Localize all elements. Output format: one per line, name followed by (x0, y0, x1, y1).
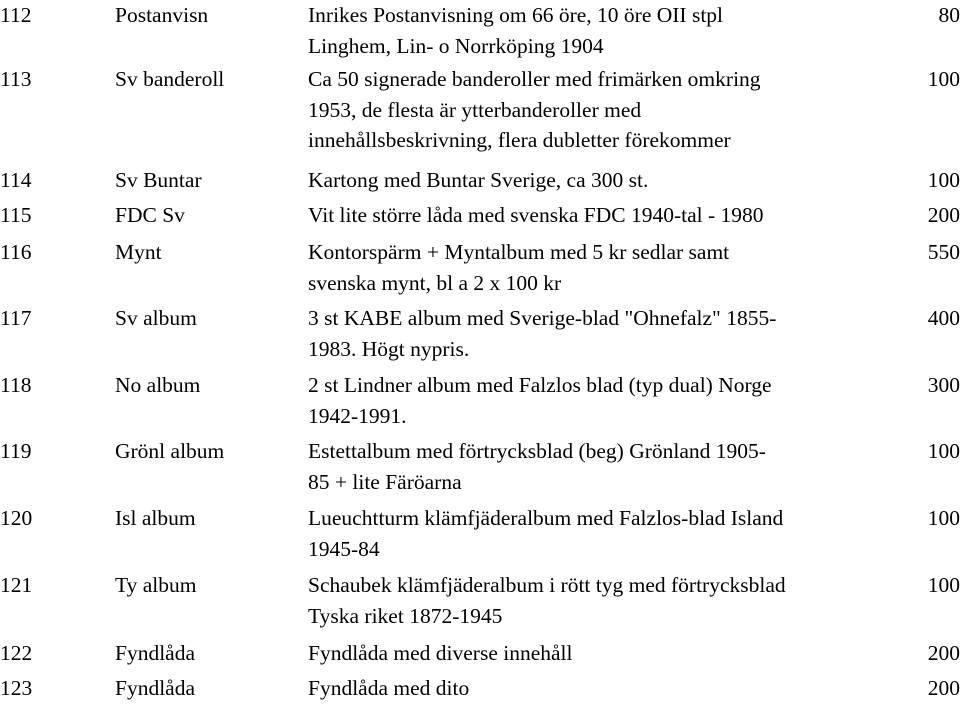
lot-number: 115 (0, 203, 32, 227)
lot-category: No album (115, 373, 201, 397)
lot-description (308, 570, 878, 631)
lot-description-line: Fyndlåda med dito (308, 676, 470, 700)
lot-category: Mynt (115, 240, 162, 264)
lot-number: 123 (0, 676, 33, 700)
lot-estimate: 300 (927, 373, 960, 397)
lot-description (308, 436, 878, 497)
lot-number: 113 (0, 67, 32, 91)
lot-description (308, 503, 878, 564)
lot-estimate: 400 (927, 306, 960, 330)
lot-description (308, 673, 878, 704)
lot-estimate: 100 (927, 67, 960, 91)
lot-description-line: svenska mynt, bl a 2 x 100 kr (308, 270, 562, 295)
lot-category: Ty album (115, 573, 197, 597)
lot-description (308, 165, 878, 196)
lot-description-line: Ca 50 signerade banderoller med frimärken omkring (308, 67, 761, 91)
lot-number: 117 (0, 306, 32, 330)
lot-description-line: Inrikes Postanvisning om 66 öre, 10 öre OII stpl (308, 3, 724, 27)
lot-description (308, 64, 878, 156)
lot-number: 118 (0, 373, 32, 397)
lot-description-line: Schaubek klämfjäderalbum i rött tyg med förtrycksblad (308, 573, 786, 597)
lot-description-line: 1953, de flesta är ytterbanderoller med (308, 97, 642, 122)
lot-description-line: Estettalbum med förtrycksblad (beg) Grönland 1905- (308, 439, 766, 463)
lot-category: Sv banderoll (115, 67, 225, 91)
lot-number: 114 (0, 168, 32, 192)
lot-estimate: 100 (927, 439, 960, 463)
lot-description-line: Kontorspärm + Myntalbum med 5 kr sedlar samt (308, 240, 730, 264)
lot-description-line: Kartong med Buntar Sverige, ca 300 st. (308, 168, 649, 192)
lot-description-line: Vit lite större låda med svenska FDC 1940-tal - 1980 (308, 203, 764, 227)
lot-description (308, 237, 878, 298)
lot-category: Isl album (115, 506, 196, 530)
lot-description (308, 200, 878, 231)
lot-description-line: 85 + lite Färöarna (308, 469, 462, 494)
lot-category: Fyndlåda (115, 641, 196, 665)
lot-description-line: Lueuchtturm klämfjäderalbum med Falzlos-blad Island (308, 506, 784, 530)
lot-estimate: 100 (927, 168, 960, 192)
lot-description-line: Tyska riket 1872-1945 (308, 603, 503, 628)
lot-estimate: 200 (927, 676, 960, 700)
lot-number: 121 (0, 573, 33, 597)
lot-estimate: 200 (927, 203, 960, 227)
lot-category: Grönl album (115, 439, 225, 463)
lot-number: 122 (0, 641, 33, 665)
lot-description-line: 1945-84 (308, 536, 380, 561)
lot-description-line: 2 st Lindner album med Falzlos blad (typ dual) Norge (308, 373, 772, 397)
lot-description (308, 0, 878, 61)
lot-description-line: Fyndlåda med diverse innehåll (308, 641, 573, 665)
lot-number: 112 (0, 3, 32, 27)
lot-description-line: 1983. Högt nypris. (308, 336, 470, 361)
lot-category: Sv Buntar (115, 168, 202, 192)
lot-description (308, 370, 878, 431)
lot-description-line: 3 st KABE album med Sverige-blad "Ohnefalz" 1855- (308, 306, 777, 330)
lot-number: 116 (0, 240, 32, 264)
lot-estimate: 550 (927, 240, 960, 264)
lot-category: FDC Sv (115, 203, 185, 227)
lot-description-line: 1942-1991. (308, 403, 407, 428)
lot-description-line: Linghem, Lin- o Norrköping 1904 (308, 33, 604, 58)
lot-number: 120 (0, 506, 33, 530)
lot-category: Postanvisn (115, 3, 209, 27)
lot-estimate: 200 (927, 641, 960, 665)
lot-description-line: innehållsbeskrivning, flera dubletter förekommer (308, 128, 731, 152)
lot-estimate: 80 (938, 3, 960, 27)
lot-category: Fyndlåda (115, 676, 196, 700)
lot-category: Sv album (115, 306, 197, 330)
lot-description (308, 638, 878, 669)
lot-estimate: 100 (927, 573, 960, 597)
lot-estimate: 100 (927, 506, 960, 530)
lot-description (308, 303, 878, 364)
lot-number: 119 (0, 439, 32, 463)
